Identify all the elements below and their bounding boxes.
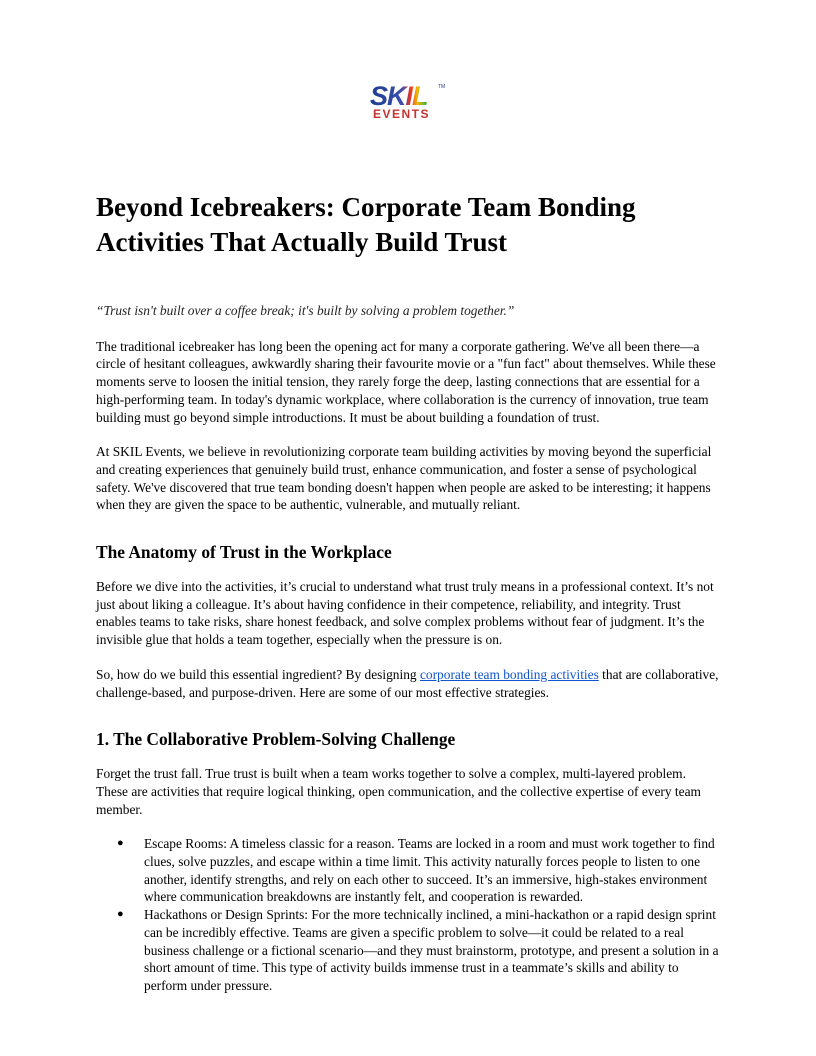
svg-text:TM: TM	[438, 84, 446, 90]
logo-wordmark-skil: SKIL	[370, 81, 428, 111]
anatomy-paragraph-2: So, how do we build this essential ingredient? By designing corporate team bonding activities that are collaborative, challenge-based, and purpose-driven. Here are some of our most effective strategies.	[96, 666, 719, 700]
list-item: ● Hackathons or Design Sprints: For the more technically inclined, a mini-hackathon or a rapid design sprint can be incredibly effective. Teams are given a specific problem to solve—it could be related to a real business challenge or a fictional scenario—and they must brainstorm, prototype, and present a solution in a short amount of time. This type of activity builds immense trust in a teammate’s skills and ability to perform under pressure.	[117, 907, 719, 993]
pull-quote: “Trust isn't built over a coffee break; it's built by solving a problem together.”	[96, 303, 515, 318]
list-item: ● Escape Rooms: A timeless classic for a reason. Teams are locked in a room and must work together to find clues, solve puzzles, and escape within a time limit. This activity naturally forces people to listen to one another, identify strengths, and rely on each other to succeed. It’s an immersive, high-stakes environment where communication breakdowns are instantly felt, and cooperation is rewarded.	[117, 836, 715, 905]
activity-bullet-list	[96, 835, 720, 994]
section-heading-anatomy-of-trust: The Anatomy of Trust in the Workplace	[96, 542, 392, 563]
bullet-icon: ●	[117, 837, 124, 850]
article-body	[96, 190, 720, 995]
intro-paragraph-1: The traditional icebreaker has long been the opening act for many a corporate gathering. We've all been there—a circle of hesitant colleagues, awkwardly sharing their favourite movie or a "fun fact" about themselves. While these moments serve to loosen the initial tension, they rarely forge the deep, lasting connections that are essential for a high-performing team. In today's dynamic workplace, where collaboration is the currency of innovation, true team building must go beyond simple introductions. It must be about building a foundation of trust.	[96, 338, 716, 425]
skil-events-logo-graphic	[368, 80, 448, 122]
corporate-team-bonding-link[interactable]: corporate team bonding activities	[419, 666, 599, 682]
article-title: Beyond Icebreakers: Corporate Team Bonding Activities That Actually Build Trust	[96, 192, 636, 257]
bullet-icon: ●	[117, 908, 124, 921]
anatomy-paragraph-1: Before we dive into the activities, it’s crucial to understand what trust truly means in a professional context. It’s not just about liking a colleague. It’s about having confidence in their competence, reliability, and integrity. Trust enables teams to take risks, share honest feedback, and solve complex problems without fear of judgment. It’s the invisible glue that holds a team together, especially when the pressure is on.	[96, 579, 714, 648]
section-heading-problem-solving: 1. The Collaborative Problem-Solving Challenge	[96, 729, 456, 750]
intro-paragraph-2: At SKIL Events, we believe in revolutionizing corporate team building activities by moving beyond the superficial and creating experiences that genuinely build trust, enhance communication, and foster a sense of psychological safety. We've discovered that true team bonding doesn't happen when people are asked to be interesting; it happens when they are given the space to be authentic, vulnerable, and mutually reliant.	[96, 444, 712, 513]
problem-solving-paragraph: Forget the trust fall. True trust is built when a team works together to solve a complex, multi-layered problem. These are activities that require logical thinking, open communication, and the collective expertise of every team member.	[96, 766, 701, 817]
logo-wordmark-events: EVENTS	[373, 107, 431, 121]
skil-events-logo	[0, 80, 816, 122]
